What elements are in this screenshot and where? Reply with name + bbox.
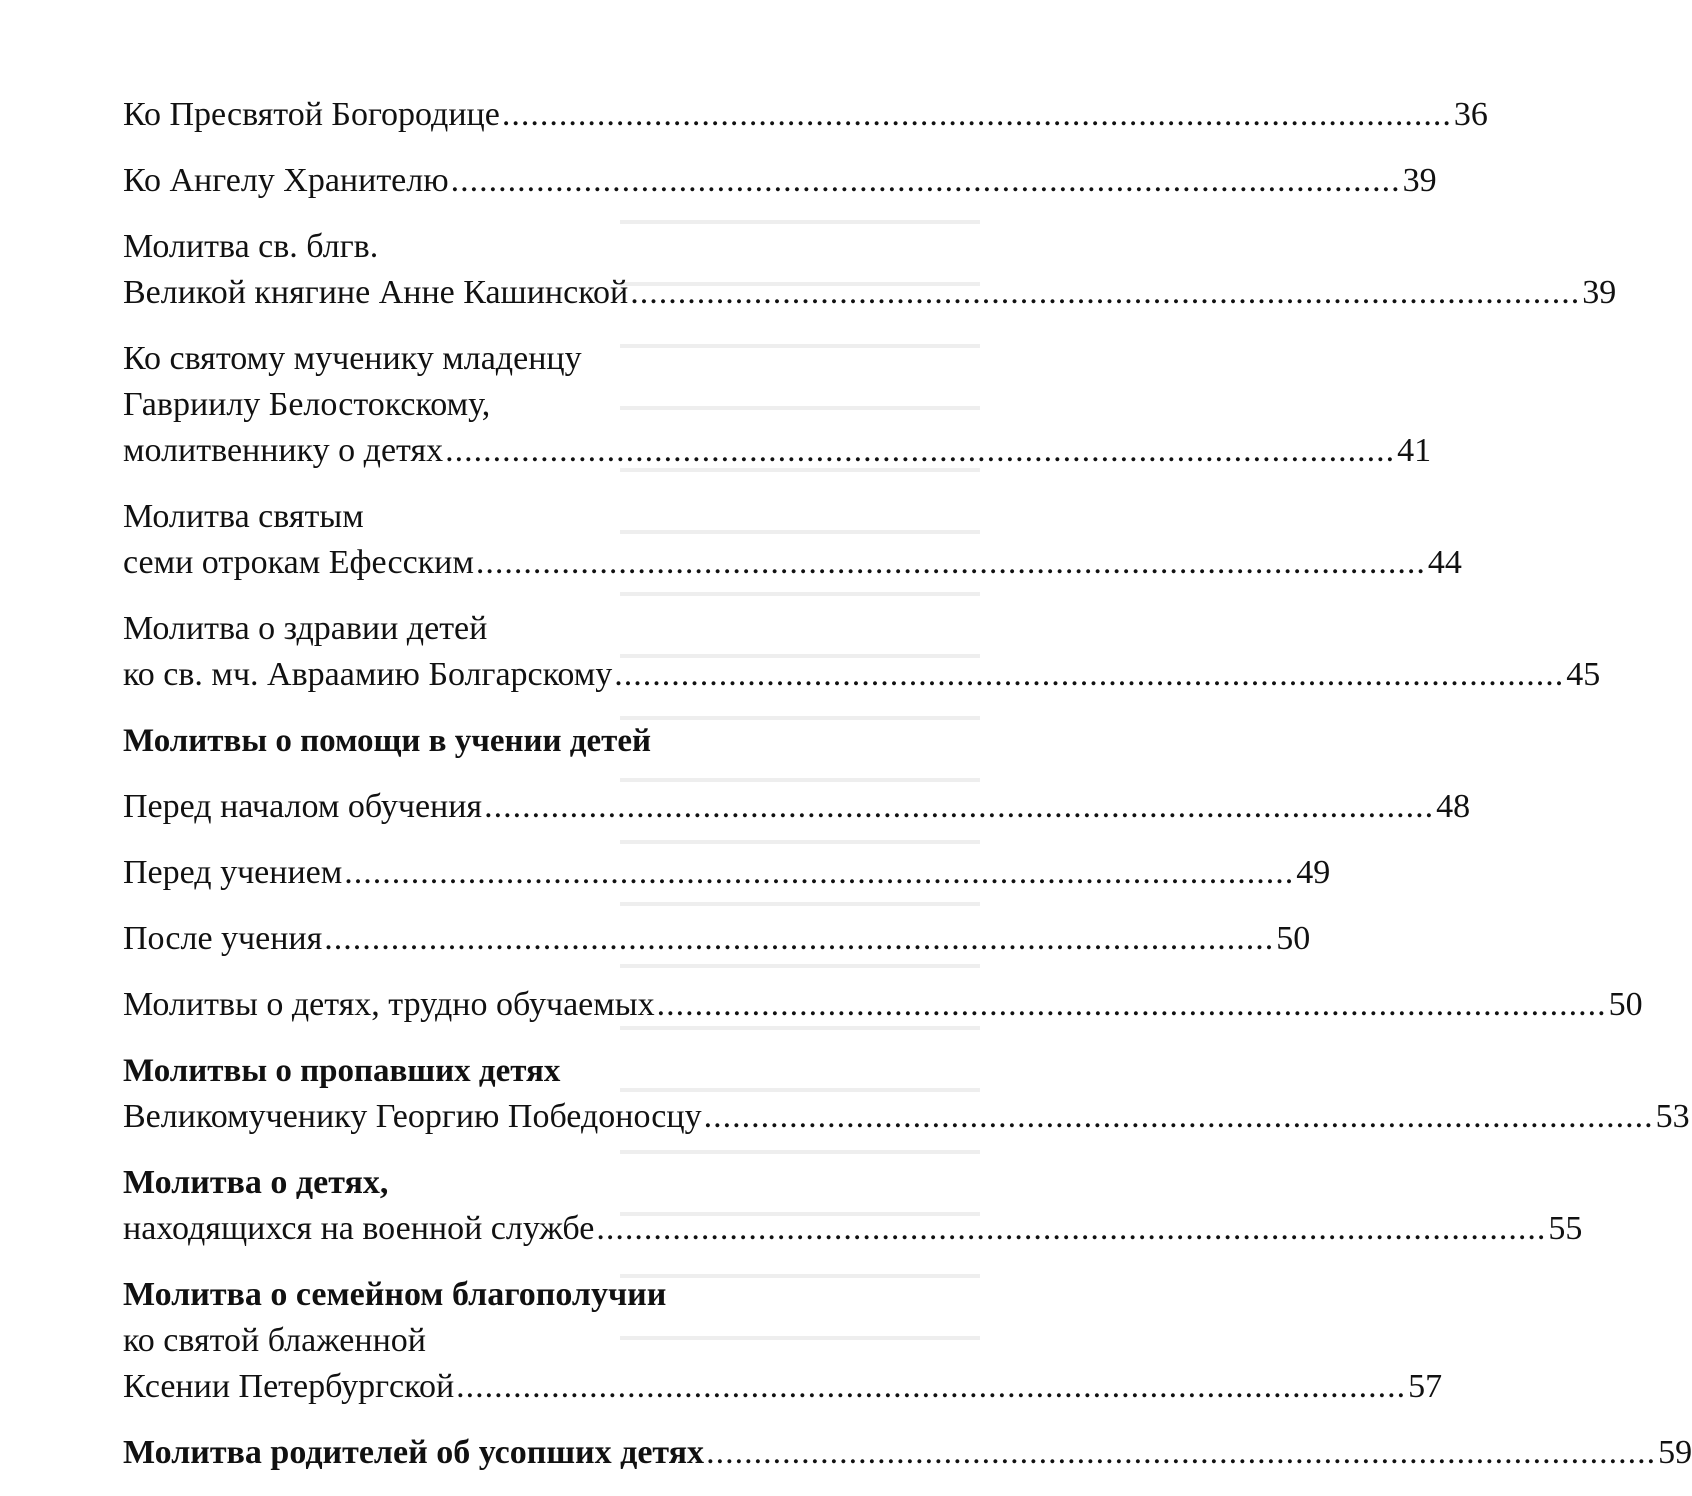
leader-dots: .................................................................................................... <box>484 788 1435 825</box>
leader-dots: .................................................................................................... <box>324 920 1275 957</box>
toc-entry-title: Молитва о здравии детей <box>123 610 488 647</box>
page-number: 45 <box>1566 656 1601 693</box>
section-heading: Молитвы о пропавших детях <box>123 1053 561 1089</box>
toc-entry-title: Великой княгине Анне Кашинской <box>123 274 629 311</box>
toc-entry-title: Молитвы о детях, трудно обучаемых <box>123 986 655 1023</box>
toc-entry-title: Ко Ангелу Хранителю <box>123 162 449 199</box>
leader-dots: .................................................................................................... <box>445 432 1396 469</box>
toc-entry-line <box>123 270 1617 316</box>
toc-entry-title: ко св. мч. Авраамию Болгарскому <box>123 656 613 693</box>
toc-entry-line <box>123 428 1432 474</box>
toc-entry-line <box>123 92 1488 138</box>
toc-entry-title: Молитва святым <box>123 498 364 535</box>
leader-dots: .................................................................................................... <box>614 656 1565 693</box>
toc-entry[interactable] <box>123 916 1311 962</box>
toc-entry-title: Гавриилу Белостокскому, <box>123 386 491 423</box>
leader-dots: .................................................................................................... <box>656 986 1607 1023</box>
toc-entry-title: молитвеннику о детях <box>123 432 444 469</box>
toc-entry-title: Молитва св. блгв. <box>123 228 379 265</box>
toc-entry[interactable] <box>123 606 1601 698</box>
toc-entry-line <box>123 652 1601 698</box>
toc-entry[interactable] <box>123 336 1432 474</box>
toc-entry[interactable] <box>123 850 1331 896</box>
table-of-contents <box>123 92 1692 1496</box>
page-number: 48 <box>1436 788 1471 825</box>
toc-entry-line <box>123 158 1437 204</box>
toc-entry-title: Молитва родителей об усопших детях <box>123 1434 705 1471</box>
section-heading: Молитвы о помощи в учении детей <box>123 723 651 759</box>
leader-dots: .................................................................................................... <box>450 162 1401 199</box>
leader-dots: .................................................................................................... <box>703 1098 1654 1135</box>
leader-dots: .................................................................................................... <box>475 544 1426 581</box>
toc-entry-title: После учения <box>123 920 323 957</box>
toc-entry[interactable] <box>123 158 1437 204</box>
page-number: 59 <box>1658 1434 1692 1471</box>
leader-dots: .................................................................................................... <box>456 1368 1407 1405</box>
toc-entry-line <box>123 982 1643 1028</box>
page-number: 50 <box>1608 986 1643 1023</box>
toc-entry-title: Великомученику Георгию Победоносцу <box>123 1098 702 1135</box>
toc-entry-title: Ксении Петербургской <box>123 1368 455 1405</box>
toc-entry-title: Перед началом обучения <box>123 788 483 825</box>
toc-entry[interactable] <box>123 92 1488 138</box>
leader-dots: .................................................................................................... <box>630 274 1581 311</box>
toc-entry[interactable] <box>123 982 1643 1028</box>
leader-dots: .................................................................................................... <box>344 854 1295 891</box>
page-number: 39 <box>1402 162 1437 199</box>
toc-entry-line <box>123 916 1311 962</box>
page-number: 53 <box>1655 1098 1690 1135</box>
leader-dots: .................................................................................................... <box>706 1434 1657 1471</box>
toc-entry-title: Ко Пресвятой Богородице <box>123 96 500 133</box>
toc-entry-line <box>123 1094 1690 1140</box>
toc-entry[interactable] <box>123 784 1471 830</box>
toc-entry[interactable] <box>123 1094 1690 1140</box>
toc-entry-title: находящихся на военной службе <box>123 1210 595 1247</box>
page-number: 57 <box>1408 1368 1443 1405</box>
toc-entry-line <box>123 1364 1443 1410</box>
toc-entry[interactable] <box>123 1430 1692 1476</box>
toc-entry-line <box>123 540 1462 586</box>
page-number: 36 <box>1453 96 1488 133</box>
page-number: 49 <box>1296 854 1331 891</box>
page-number: 44 <box>1427 544 1462 581</box>
page-number: 50 <box>1276 920 1311 957</box>
leader-dots: .................................................................................................... <box>501 96 1452 133</box>
toc-entry[interactable] <box>123 494 1462 586</box>
toc-entry-title: ко святой блаженной <box>123 1322 426 1359</box>
toc-entry-line <box>123 1206 1583 1252</box>
toc-entry[interactable] <box>123 1272 1443 1410</box>
page-number: 55 <box>1548 1210 1583 1247</box>
leader-dots: .................................................................................................... <box>596 1210 1547 1247</box>
toc-entry-heading: Молитва о семейном благополучии <box>123 1276 667 1313</box>
page-number: 39 <box>1582 274 1617 311</box>
toc-entry-line <box>123 1430 1692 1476</box>
toc-entry-line <box>123 850 1331 896</box>
page-number: 41 <box>1397 432 1432 469</box>
toc-entry[interactable] <box>123 224 1617 316</box>
toc-entry-title: семи отрокам Ефесским <box>123 544 474 581</box>
toc-entry-heading: Молитва о детях, <box>123 1164 389 1201</box>
toc-entry-title: Ко святому мученику младенцу <box>123 340 582 377</box>
toc-entry-title: Перед учением <box>123 854 343 891</box>
toc-entry[interactable] <box>123 1160 1583 1252</box>
toc-entry-line <box>123 784 1471 830</box>
